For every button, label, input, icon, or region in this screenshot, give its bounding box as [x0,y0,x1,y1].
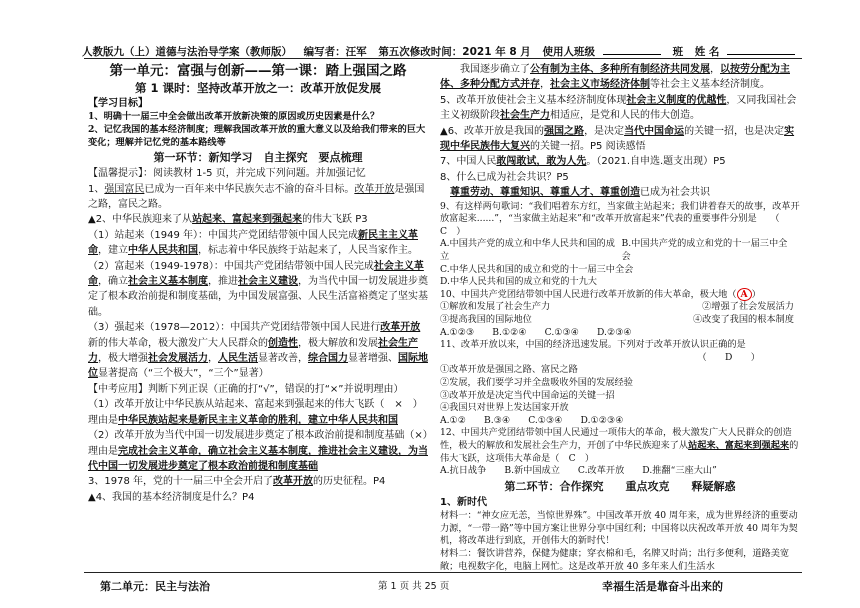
application-title: 【中考应用】判断下列正误（正确的打“√”，错误的打“×”并说明理由） [88,383,404,395]
q11-option[interactable]: D.①②③④ [580,414,624,426]
r8-answer: 尊重劳动、尊重知识、尊重人才、尊重创造已成为社会共识 [450,187,710,199]
class-label: 班 [672,46,684,58]
goals-heading: 【学习目标】 [88,98,148,109]
q11-item-4: ④我国只对世界上发达国家开放 [440,402,569,414]
application-2-reason: 理由是完成社会主义革命，确立社会主义基本制度，推进社会主义建设，为当代中国一切发展进步奠定了根本政治前提和制度基础 [88,445,428,472]
q9: 9、有这样两句歌词：“我们唱着东方红，当家做主站起来；我们讲着春天的故事，改革开放富起来......”，“当家做主站起来”和“改革开放富起来”代表的重要事件分别是 （ C ） [440,200,800,237]
lesson-title: 第 1 课时：坚持改革开放之一：改革开放促发展 [134,81,381,95]
section-1-title: 第一环节：新知学习 自主探究 要点梳理 [153,151,363,165]
q10-items-2 [440,314,800,327]
q11-item-1: ①改革开放是强国之路、富民之路 [440,364,578,376]
name-blank[interactable] [727,45,795,55]
q10-answer: A [737,288,752,301]
q11-answer: （ D ） [697,351,760,363]
right-column [440,62,800,573]
q9-option-b[interactable]: B.中国共产党的成立和党的十一届三中全会 [621,238,788,263]
q1: 1、强国富民已成为一百年来中华民族矢志不渝的奋斗目标。改革开放是强国之路，富民之路。 [88,183,425,210]
r7: 7、中国人民敢闯敢试，敢为人先。（2021.自申选.题支出现）P5 [440,156,726,168]
r6: ▲6、改革开放是我国的强国之路，是决定当代中国命运的关键一招，也是决定实现中华民族伟大复兴的关键一招。P5 阅读感悟 [440,125,795,153]
application-1: （1）改革开放让中华民族从站起来、富起来到强起来的伟大飞跃（ × ） [88,399,423,411]
tip: 【温馨提示】：阅读教材 1-5 页，并完成下列问题。并加强记忆 [88,168,366,180]
q10-item-4: ④改变了我国的根本制度 [692,314,794,325]
q11-item-3: ③改革开放是决定当代中国命运的关键一招 [440,389,615,401]
q10-option[interactable]: B.①②④ [492,326,527,338]
footer-right: 幸福生活是靠奋斗出来的 [602,580,723,593]
footer-divider [84,572,802,573]
q10-item-2: ②增强了社会发展活力 [702,301,794,313]
section-2-title: 第二环节：合作探究 重点攻克 释疑解惑 [504,479,736,493]
material-1: 材料一：“神女应无恙，当惊世界殊”。中国改革开放 40 周年来，成为世界经济的重要动力源，“一带一路”等中国方案让世界分享中国红利；中国将以庆祝改革开放 40 周年为契机，将改革进行到底，开创伟大的新时代！ [440,510,798,547]
doc-header [82,44,802,59]
q9-option-d[interactable]: D.中华人民共和国的成立和党的十九大 [440,276,597,288]
author: 编写者：汪军 [303,46,367,58]
q11-item-2: ②发展，我们要学习并全盘吸收外国的发展经验 [440,376,633,388]
q11-option[interactable]: A.①② [440,414,467,426]
name-label: 姓 名 [694,46,720,58]
r5: 5、改革开放使社会主义基本经济制度体现社会主义制度的优越性，又同我国社会主义初级阶段社会生产力相适应，是党和人民的伟大创造。 [440,94,797,122]
book-title: 人教版九（上）道德与法治导学案（教师版） [82,46,292,58]
q3: 3、1978 年，党的十一届三中全会开启了改革开放的历史征程。P4 [88,476,386,488]
goal-2: 2、记忆我国的基本经济制度；理解我国改革开放的重大意义以及给我们带来的巨大变化；理解并记忆党的基本路线等 [88,124,426,148]
r1: 我国逐步确立了公有制为主体、多种所有制经济共同发展，以按劳分配为主体、多种分配方式并存，社会主义市场经济体制等社会主义基本经济制度。 [440,64,790,91]
q12-option[interactable]: C.改革开放 [577,465,625,477]
revision-date: 第五次修改时间：2021 年 8 月 [378,46,531,58]
q10: 10、中国共产党团结带领中国人民进行改革开放新的伟大革命，极大地（ A ） [440,288,761,300]
r8: 8、什么已成为社会共识？P5 [440,171,569,183]
q2-3: （3）强起来（1978—2012）：中国共产党团结带领中国人民进行改革开放新的伟大革命，极大激发广大人民群众的创造性，极大解放和发展社会生产力，极大增强社会发展活力，人民生活显著改善，综合国力显著增强、国际地位显著提高（“三个极大”，“三个”显著） [88,322,428,380]
footer-left: 第二单元：民主与法治 [100,580,210,593]
material-2: 材料二：餐饮讲营养，保健为健康；穿衣棉和毛，名牌又时尚；出行多便利，道路美宽敞；电视数字化，电脑上网忙。这是改革开放 40 多年来人们生活水 [440,547,790,572]
q12-option[interactable]: A.抗日战争 [440,465,487,477]
class-blank[interactable] [603,45,661,55]
q12-option[interactable]: D.推翻“三座大山” [642,465,717,477]
q10-item-1: ①解放和发展了社会生产力 [440,301,551,313]
q2-1: （1）站起来（1949 年）：中国共产党团结带领中国人民完成新民主主义革命，建立中华人民共和国，标志着中华民族终于站起来了，人民当家作主。 [88,229,418,257]
left-column [88,62,433,505]
q12-option[interactable]: B.新中国成立 [504,465,560,477]
q11-option[interactable]: C.①③④ [528,414,563,426]
header-divider [84,58,802,59]
q9-option-c[interactable]: C.中华人民共和国的成立和党的十一届三中全会 [440,263,634,275]
user-class-label: 使用人班级 [542,46,595,58]
new-era-heading: 1、新时代 [440,496,487,508]
q12-options [440,465,800,478]
application-2: （2）改革开放为当代中国一切发展进步奠定了根本政治前提和制度基础（×） [88,430,433,442]
q10-items-1 [440,301,800,314]
mcq-block [440,201,800,478]
q12: 12、中国共产党团结带领中国人民通过一项伟大的革命，极大激发广大人民群众的创造性，极大的解放和发展社会生产力，开创了中华民族迎来了从站起来、富起来到强起来的伟大飞跃，这项伟大革命是（ C ） [440,427,799,464]
q10-options [440,327,800,340]
q11: 11、改革开放以来，中国的经济迅速发展。下列对于改革开放认识正确的是 [440,339,746,351]
unit-title: 第一单元：富强与创新——第一课：踏上强国之路 [109,63,407,79]
q4: ▲4、我国的基本经济制度是什么？P4 [88,491,255,503]
q9-option-a[interactable]: A.中国共产党的成立和中华人民共和国的成立 [440,238,615,263]
q10-item-3: ③提高我国的国际地位 [440,314,532,325]
q2-2: （2）富起来（1949-1978）：中国共产党团结带领中国人民完成社会主义革命，确立社会主义基本制度，推进社会主义建设，为当代中国一切发展进步奠定了根本政治前提和制度基础，为中国发展富强、人民生活富裕奠定了坚实基础。 [88,260,428,318]
q10-option[interactable]: D.②③④ [597,326,632,338]
q10-option[interactable]: C.①③④ [544,326,579,338]
goal-1: 1、明确十一届三中全会做出改革开放新决策的原因或历史因素是什么？ [88,111,380,123]
q11-option[interactable]: B.③④ [484,414,511,426]
page-number: 第 1 页 共 25 页 [378,581,450,592]
application-1-reason: 理由是中华民族站起来是新民主主义革命的胜利，建立中华人民共和国 [88,414,398,426]
q10-option[interactable]: A.①②③ [440,326,475,338]
q9-options-row1 [440,238,800,263]
q11-options [440,415,800,428]
q2: ▲2、中华民族迎来了从站起来、富起来到强起来的伟大飞跃 P3 [88,214,368,226]
materials [440,510,800,573]
